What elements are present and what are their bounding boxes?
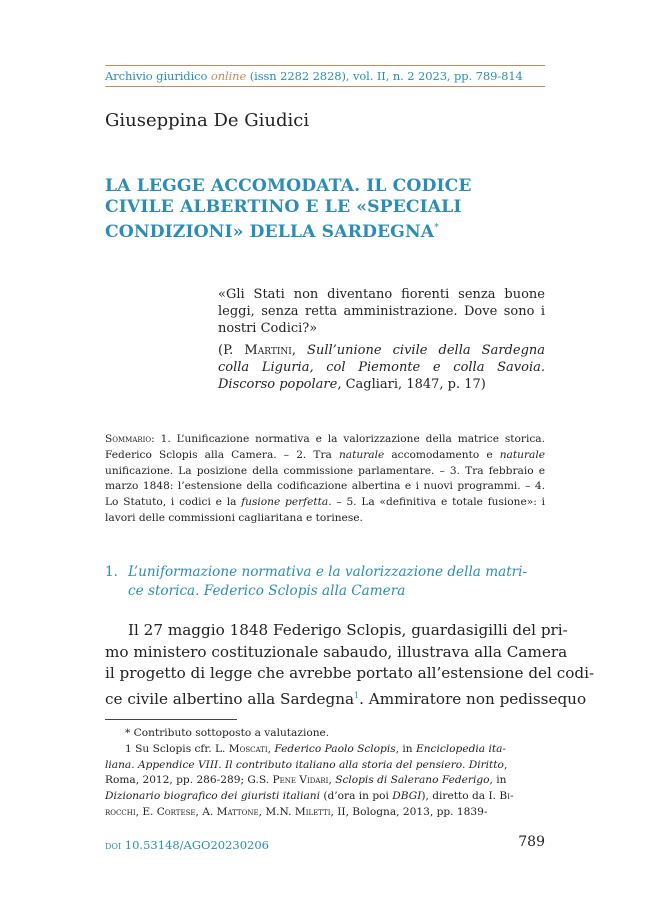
doi[interactable]	[105, 838, 269, 852]
journal-details: (issn 2282 2828), vol. II, n. 2 2023, pp. 789-814	[246, 69, 523, 83]
epigraph	[218, 286, 545, 393]
doi-value: 10.53148/AGO20230206	[121, 838, 269, 852]
title-line-1: LA LEGGE ACCOMODATA. IL CODICE	[105, 176, 472, 196]
page-number: 789	[518, 834, 545, 850]
summary-italic-1: naturale	[338, 448, 385, 461]
fn1-author-cortese: Cortese	[156, 805, 196, 818]
fn1-line5-e: , II, Bologna, 2013, pp. 1839-	[330, 805, 488, 818]
summary-text-4: . – 5. La «definitiva e totale fusione»: i lavori delle commissioni cagliaritana e torinese.	[105, 496, 545, 524]
summary-text-3: unificazione. La posizione della commissione parlamentare. – 3. Tra febbraio e marzo 1848: l’estensione della codificazione albertina e i nuovi programmi. – 4. Lo Statuto, i codici e la	[105, 464, 545, 509]
footnote-1-marker: 1	[125, 742, 132, 755]
citation-separator: ,	[291, 343, 308, 358]
fn1-line2-end: ,	[503, 758, 508, 771]
summary-label: Sommario	[105, 433, 152, 445]
citation-author: Martini	[244, 343, 292, 358]
section-number: 1.	[105, 564, 118, 580]
journal-name-italic: online	[210, 69, 247, 83]
footnote-1-line-3	[105, 773, 545, 789]
doi-label: doi	[105, 838, 122, 852]
fn1-line4-d: ), diretto da I.	[421, 790, 500, 803]
journal-name: Archivio giuridico	[105, 69, 211, 83]
footnote-1-line-2	[105, 758, 545, 774]
fn1-author-birocchi-end: rocchi	[105, 805, 136, 818]
fn1-line3-a: Roma, 2012, pp. 286-289; G.S.	[105, 774, 273, 787]
fn1-text-d: , in	[395, 742, 416, 755]
title-line-3: CONDIZIONI» DELLA SARDEGNA	[105, 222, 435, 242]
section-title-line-2: ce storica. Federico Sclopis alla Camera	[128, 583, 406, 599]
fn1-work-salerano: Sclopis di Salerano Federigo	[335, 774, 490, 787]
body-line-4b: . Ammiratore non pedissequo	[359, 689, 587, 708]
summary-italic-2: naturale	[499, 448, 545, 461]
footnote-1-line-4	[105, 789, 545, 805]
citation-work: Sull’unione civile della Sardegna colla Liguria, col Piemonte e colla Savoia. Discorso popolare	[218, 343, 546, 392]
footnote-reference-1[interactable]: 1	[354, 690, 360, 700]
header-top-rule	[105, 65, 545, 66]
fn1-line3-b: ,	[328, 774, 336, 787]
header-bottom-rule	[105, 86, 545, 87]
title-footnote-marker: *	[434, 223, 439, 233]
footnote-separator	[105, 719, 237, 720]
section-heading	[105, 563, 545, 601]
fn1-work-sclopis: Federico Paolo Sclopis	[274, 742, 396, 755]
body-paragraph	[105, 620, 595, 710]
body-line-1: Il 27 maggio 1848 Federigo Sclopis, guardasigilli del pri-	[128, 621, 568, 639]
footnote-star: * Contributo sottoposto a valutazione.	[125, 727, 330, 739]
fn1-text-a: Su Sclopis cfr. L.	[131, 742, 229, 755]
title-line-2: CIVILE ALBERTINO E LE «SPECIALI	[105, 197, 462, 217]
fn1-text-b: ,	[267, 742, 275, 755]
summary-italic-3: fusione perfetta	[241, 496, 329, 509]
citation-rest: , Cagliari, 1847, p. 17)	[337, 377, 486, 392]
summary-text-2: accomodamento e	[384, 448, 500, 461]
fn1-line5-b: , E.	[135, 805, 157, 818]
fn1-author-pene-vidari: Pene Vidari	[272, 774, 329, 787]
fn1-work-enciclopedia: Enciclopedia ita-	[415, 742, 506, 755]
article-title	[105, 176, 545, 243]
footnotes	[105, 726, 545, 821]
summary	[105, 432, 545, 527]
section-title-line-1: L’uniformazione normativa e la valorizzazione della matri-	[128, 564, 528, 580]
fn1-line3-d: , in	[489, 774, 507, 787]
journal-header	[105, 69, 545, 83]
fn1-line5-c: , A.	[195, 805, 217, 818]
citation-open: (P.	[218, 343, 245, 358]
fn1-author-moscati: Moscati	[228, 742, 268, 755]
author-name: Giuseppina De Giudici	[105, 110, 310, 131]
body-line-2: mo ministero costituzionale sabaudo, illustrava alla Camera	[105, 642, 568, 661]
epigraph-citation	[218, 342, 545, 393]
fn1-line5-d: , M.N.	[258, 805, 295, 818]
fn1-line2-italic: liana. Appendice VIII. Il contributo italiano alla storia del pensiero. Diritto	[105, 758, 504, 771]
fn1-abbrev-dbgi: DBGI	[392, 790, 422, 803]
body-line-3: il progetto di legge che avrebbe portato all’estensione del codi-	[105, 664, 595, 682]
footnote-1-line-1	[105, 742, 545, 758]
footnote-1-line-5	[105, 805, 545, 821]
fn1-author-miletti: Miletti	[294, 805, 331, 818]
summary-text-1: : 1. L’unificazione normativa e la valorizzazione della matrice storica. Federico Sclopis alla Camera. – 2. Tra	[105, 433, 545, 461]
fn1-author-birocchi-start: Bi-	[499, 790, 514, 803]
body-line-4a: ce civile albertino alla Sardegna	[105, 689, 355, 708]
epigraph-quote: «Gli Stati non diventano fiorenti senza buone leggi, senza retta amministrazione. Dove sono i nostri Codici?»	[218, 287, 545, 336]
fn1-line4-b: (d’ora in poi	[319, 790, 393, 803]
fn1-work-dizionario: Dizionario biografico dei giuristi italiani	[105, 790, 320, 803]
fn1-author-mattone: Mattone	[216, 805, 259, 818]
